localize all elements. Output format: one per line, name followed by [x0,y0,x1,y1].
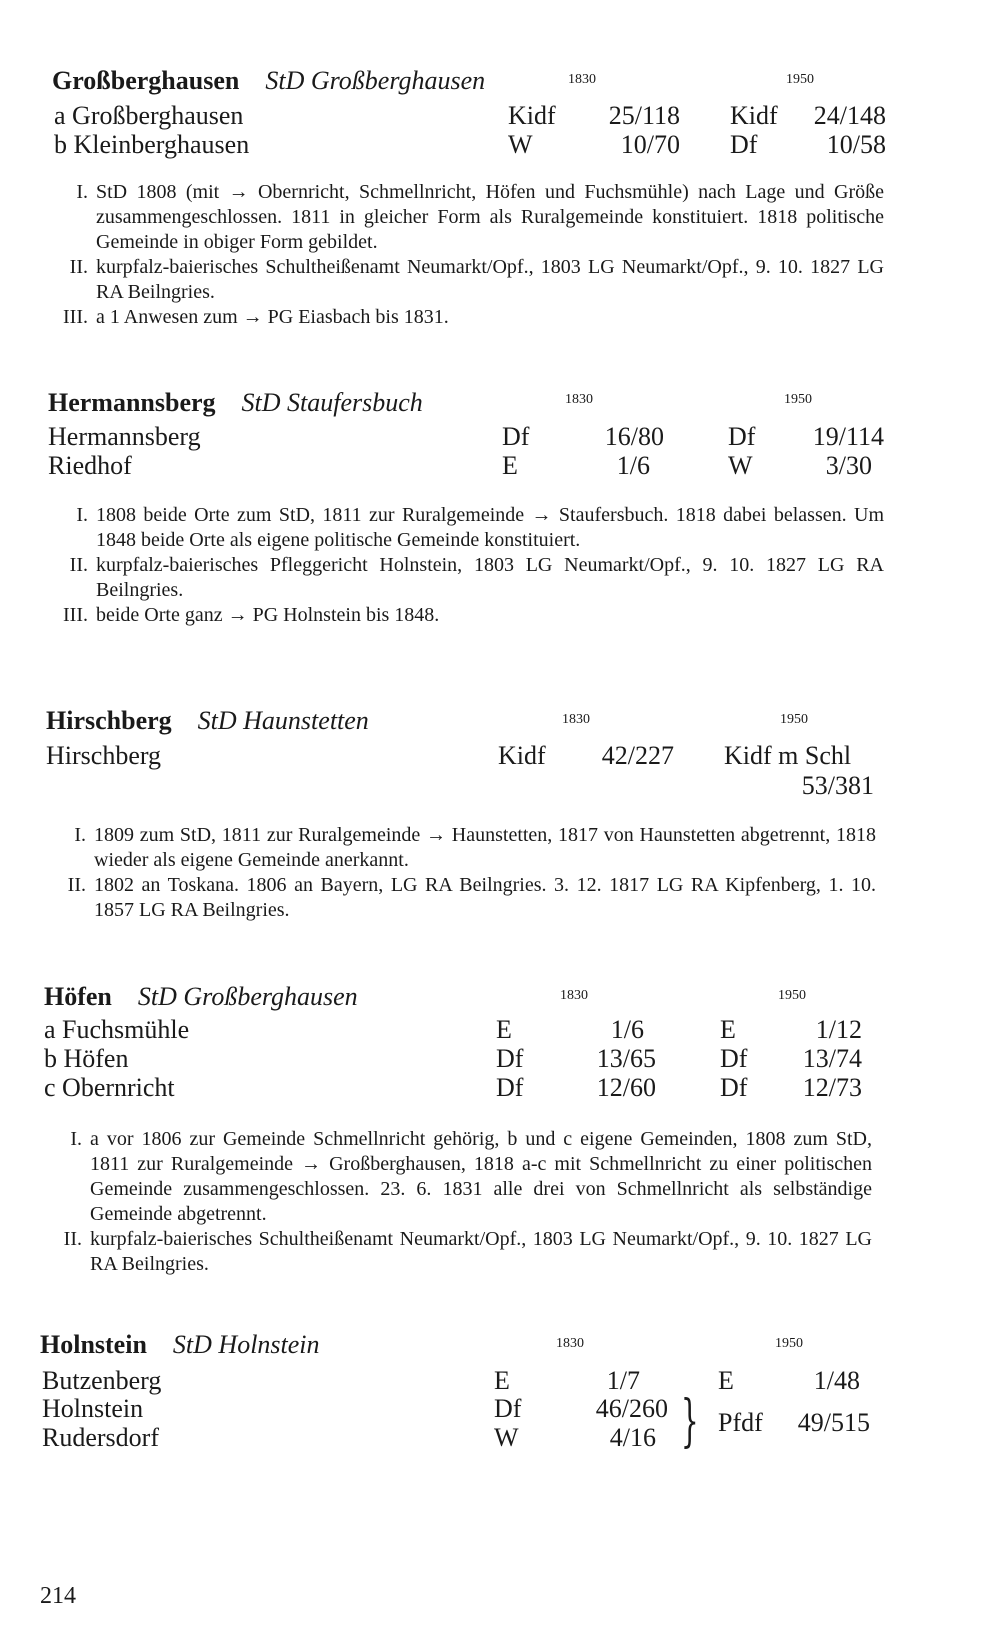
entry-heading [52,66,485,96]
historical-notes [48,503,884,628]
count-1950: 19/114 [812,422,884,451]
count-1830: 4/16 [609,1423,656,1452]
note-item [48,553,884,603]
table-row [0,741,1000,771]
note-number: II. [69,256,88,278]
count-1830: 1/6 [610,1015,644,1044]
year-1830-label: 1830 [565,392,593,407]
settlement-type-1830: Kidf [508,101,556,130]
year-1950-label: 1950 [775,1336,803,1351]
table-row [0,422,1000,452]
note-number: III. [63,604,88,626]
settlement-type-1830: Df [494,1394,522,1423]
tax-district: StD Großberghausen [265,66,486,95]
settlement-type-1950: Df [730,130,758,159]
year-1950-label: 1950 [778,988,806,1003]
place-name: Holnstein [42,1394,144,1423]
note-item [48,503,884,553]
place-name: a Fuchsmühle [44,1015,190,1044]
settlement-type-1950: Kidf [730,101,778,130]
count-1950: 49/515 [797,1408,870,1437]
settlement-type-1830: Df [496,1073,524,1102]
year-1830-label: 1830 [562,712,590,727]
note-number: I. [76,181,88,203]
settlement-type-1950: W [728,451,753,480]
count-1950: 53/381 [801,771,874,800]
settlement-type-1950: Kidf m Schl [724,741,852,770]
entry-heading [40,1330,320,1360]
table-row-continuation [0,771,1000,801]
count-1830: 13/65 [596,1044,656,1073]
count-1830: 12/60 [596,1073,656,1102]
note-item [42,1127,872,1227]
settlement-type-1830: E [496,1015,512,1044]
note-text: StD 1808 (mit → Obernricht, Schmellnricht, Höfen und Fuchsmühle) nach Lage und Größe zusammengeschlossen. 1811 in gleicher Form als Ruralgemeinde konstituiert. 1818 politische Gemeinde in obiger Form gebildet. [96,181,884,253]
tax-district: StD Haunstetten [197,706,369,735]
count-1830: 1/7 [606,1366,640,1395]
note-item [48,603,884,628]
settlement-type-1830: E [502,451,518,480]
settlement-type-1830: E [494,1366,510,1395]
merged-1950-row [0,1408,1000,1438]
historical-notes [46,823,876,923]
count-1950: 12/73 [802,1073,862,1102]
table-row [0,1073,1000,1103]
settlement-type-1830: Kidf [498,741,546,770]
note-number: II. [67,874,86,896]
note-text: kurpfalz-baierisches Schultheißenamt Neumarkt/Opf., 1803 LG Neumarkt/Opf., 9. 10. 1827 LG RA Beilngries. [90,1228,872,1275]
note-number: II. [63,1228,82,1250]
settlement-type-1950: Pfdf [718,1408,763,1437]
note-text: a vor 1806 zur Gemeinde Schmellnricht gehörig, b und c eigene Gemeinden, 1808 zum StD, 1811 zur Ruralgemeinde → Großberghausen, 1818 a-c mit Schmellnricht zu einer politischen Gemeinde zusammengeschlossen. 23. 6. 1831 alle drei von Schmellnricht als selbständige Gemeinde abgetrennt. [90,1128,872,1225]
note-number: III. [63,306,88,328]
count-1950: 1/48 [813,1366,860,1395]
year-1830-label: 1830 [560,988,588,1003]
table-row [0,1044,1000,1074]
note-item [48,180,884,255]
count-1950: 1/12 [815,1015,862,1044]
note-number: I. [74,824,86,846]
year-1830-label: 1830 [568,72,596,87]
entry-heading [44,982,358,1012]
note-item [48,255,884,305]
table-row [0,1366,1000,1396]
municipality-name: Höfen [44,982,112,1011]
count-1830: 10/70 [620,130,680,159]
note-item [46,823,876,873]
settlement-type-1950: Df [720,1073,748,1102]
year-1950-label: 1950 [780,712,808,727]
tax-district: StD Großberghausen [137,982,358,1011]
note-text: 1809 zum StD, 1811 zur Ruralgemeinde → Haunstetten, 1817 von Haunstetten abgetrennt, 1818 wieder als eigene Gemeinde anerkannt. [94,824,876,871]
settlement-type-1830: W [494,1423,519,1452]
place-name: Butzenberg [42,1366,162,1395]
note-number: I. [76,504,88,526]
settlement-type-1950: Df [728,422,756,451]
count-1830: 42/227 [601,741,674,770]
note-text: a 1 Anwesen zum → PG Eiasbach bis 1831. [96,306,449,328]
note-item [42,1227,872,1277]
place-name: Rudersdorf [42,1423,159,1452]
grouping-brace-icon: } [680,1389,699,1454]
count-1950: 13/74 [802,1044,862,1073]
entry-heading [46,706,369,736]
place-name: Riedhof [48,451,132,480]
municipality-name: Hirschberg [46,706,172,735]
settlement-type-1830: Df [496,1044,524,1073]
tax-district: StD Holnstein [172,1330,320,1359]
place-name: Hermannsberg [48,422,201,451]
count-1830: 46/260 [595,1394,668,1423]
historical-notes [42,1127,872,1277]
municipality-name: Hermannsberg [48,388,216,417]
place-name: Hirschberg [46,741,162,770]
place-name: c Obernricht [44,1073,175,1102]
count-1830: 25/118 [608,101,680,130]
settlement-type-1830: Df [502,422,530,451]
municipality-name: Holnstein [40,1330,147,1359]
count-1830: 1/6 [616,451,650,480]
place-name: b Kleinberghausen [54,130,250,159]
place-name: a Großberghausen [54,101,244,130]
note-item [46,873,876,923]
count-1950: 3/30 [825,451,872,480]
page-number: 214 [40,1583,76,1609]
count-1950: 10/58 [826,130,886,159]
table-row [0,451,1000,481]
table-row [0,130,1000,160]
year-1950-label: 1950 [786,72,814,87]
year-1950-label: 1950 [784,392,812,407]
settlement-type-1830: W [508,130,533,159]
settlement-type-1950: E [718,1366,734,1395]
count-1950: 24/148 [813,101,886,130]
year-1830-label: 1830 [556,1336,584,1351]
settlement-type-1950: Df [720,1044,748,1073]
note-item [48,305,884,330]
entry-heading [48,388,423,418]
count-1830: 16/80 [604,422,664,451]
note-text: beide Orte ganz → PG Holnstein bis 1848. [96,604,440,626]
place-name: b Höfen [44,1044,129,1073]
tax-district: StD Staufersbuch [241,388,423,417]
historical-notes [48,180,884,330]
note-text: kurpfalz-baierisches Pfleggericht Holnstein, 1803 LG Neumarkt/Opf., 9. 10. 1827 LG RA Beilngries. [96,554,884,601]
note-text: 1808 beide Orte zum StD, 1811 zur Ruralgemeinde → Staufersbuch. 1818 dabei belassen. Um 1848 beide Orte als eigene politische Gemeinde konstituiert. [96,504,884,551]
note-number: II. [69,554,88,576]
municipality-name: Großberghausen [52,66,240,95]
note-number: I. [70,1128,82,1150]
note-text: kurpfalz-baierisches Schultheißenamt Neumarkt/Opf., 1803 LG Neumarkt/Opf., 9. 10. 1827 LG RA Beilngries. [96,256,884,303]
note-text: 1802 an Toskana. 1806 an Bayern, LG RA Beilngries. 3. 12. 1817 LG RA Kipfenberg, 1. 10. 1857 LG RA Beilngries. [94,874,876,921]
table-row [0,1015,1000,1045]
settlement-type-1950: E [720,1015,736,1044]
table-row [0,101,1000,131]
